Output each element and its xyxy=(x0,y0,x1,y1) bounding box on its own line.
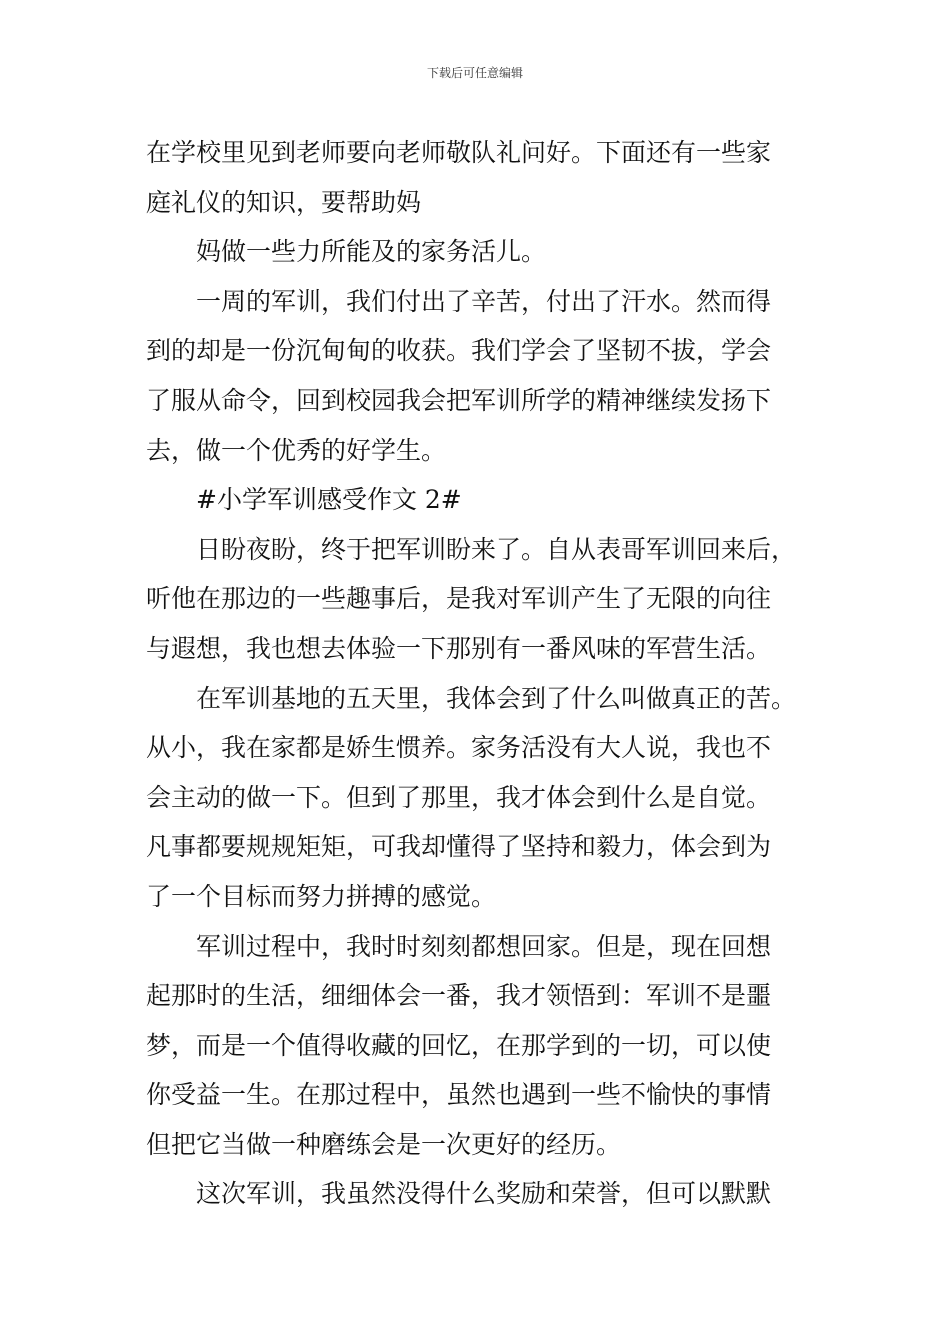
text-line: 在学校里见到老师要向老师敬队礼问好。下面还有一些家 xyxy=(146,138,772,167)
text-line: 会主动的做一下。但到了那里，我才体会到什么是自觉。 xyxy=(146,782,772,812)
text-line: 庭礼仪的知识，要帮助妈 xyxy=(146,187,422,217)
text-line: 一周的军训，我们付出了辛苦，付出了汗水。然而得 xyxy=(196,286,772,316)
text-line: 你受益一生。在那过程中，虽然也遇到一些不愉快的事情 xyxy=(146,1080,772,1110)
page-header: 下载后可任意编辑 xyxy=(426,66,523,80)
text-line: 起那时的生活，细细体会一番，我才领悟到：军训不是噩 xyxy=(146,981,772,1011)
text-line: 与遐想，我也想去体验一下那别有一番风味的军营生活。 xyxy=(146,633,772,663)
text-line: 在军训基地的五天里，我体会到了什么叫做真正的苦。 xyxy=(196,683,797,713)
section-heading: #小学军训感受作文 2# xyxy=(196,485,462,515)
text-line: 但把它当做一种磨练会是一次更好的经历。 xyxy=(146,1129,622,1159)
text-line: 从小，我在家都是娇生惯养。家务活没有大人说，我也不 xyxy=(146,733,772,763)
text-line: 这次军训，我虽然没得什么奖励和荣誉，但可以默默 xyxy=(196,1179,772,1209)
text-line: 了服从命令，回到校园我会把军训所学的精神继续发扬下 xyxy=(146,385,772,415)
text-line: 日盼夜盼，终于把军训盼来了。自从表哥军训回来后， xyxy=(196,534,797,564)
text-line: 梦，而是一个值得收藏的回忆，在那学到的一切，可以使 xyxy=(146,1030,772,1060)
text-line: 妈做一些力所能及的家务活儿。 xyxy=(196,237,547,267)
text-line: 了一个目标而努力拼搏的感觉。 xyxy=(146,881,497,911)
text-line: 到的却是一份沉甸甸的收获。我们学会了坚韧不拔，学会 xyxy=(146,336,772,366)
text-line: 凡事都要规规矩矩，可我却懂得了坚持和毅力，体会到为 xyxy=(146,832,772,862)
document-body xyxy=(146,128,836,1219)
text-line: 军训过程中，我时时刻刻都想回家。但是，现在回想 xyxy=(196,931,772,961)
text-line: 去，做一个优秀的好学生。 xyxy=(146,435,447,465)
text-line: 听他在那边的一些趣事后，是我对军训产生了无限的向往 xyxy=(146,584,772,614)
